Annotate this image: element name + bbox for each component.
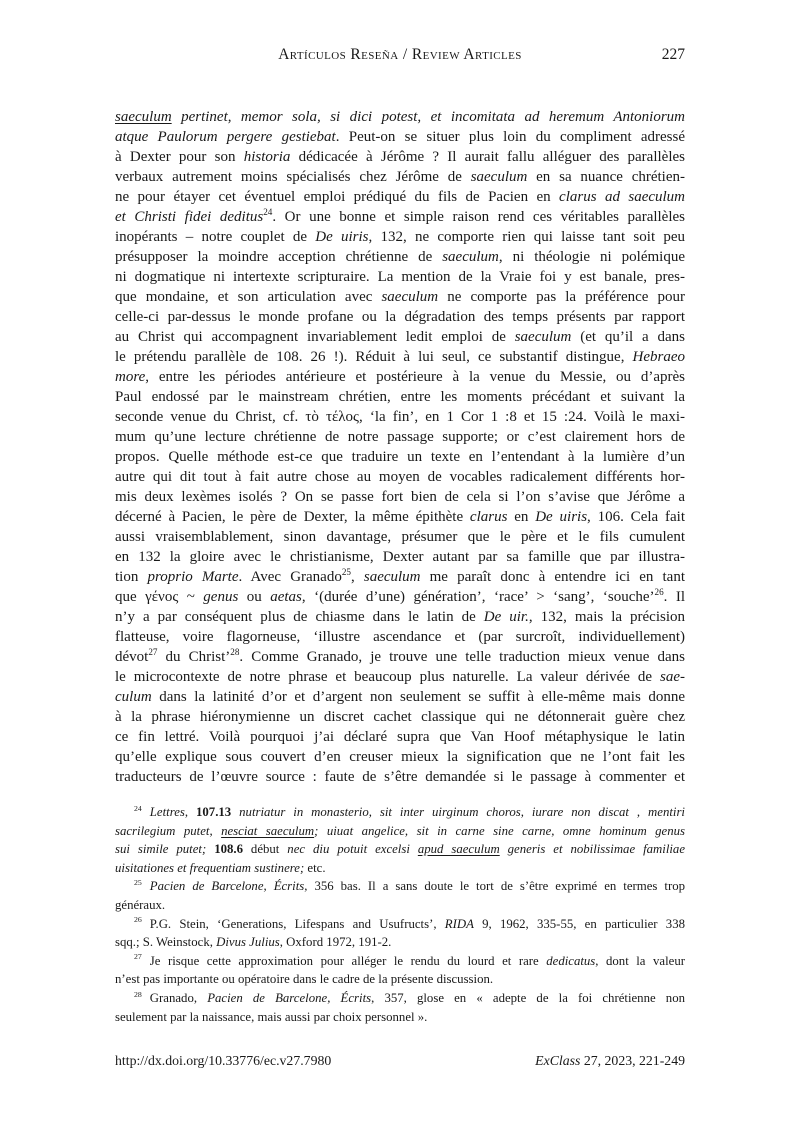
text-segment: P.G. Stein, ‘Generations, Lifespans and Usufructs’, <box>149 916 445 931</box>
text-segment: sqq.; S. Weinstock, <box>115 935 217 950</box>
text-segment: clarus ad saeculum <box>559 189 686 205</box>
text-line <box>115 547 685 567</box>
text-segment: à Dexter pour son <box>115 149 244 165</box>
text-segment: culum <box>115 689 152 705</box>
text-segment: 24 <box>263 207 273 217</box>
text-segment: seconde venue du Christ, cf. τὸ τέλος, ‘la fin’, en 1 Cor 1 :8 et 15 :24. Voilà le maxi- <box>115 409 685 425</box>
footnotes <box>115 803 685 1026</box>
text-segment: dedicatus <box>546 953 596 968</box>
text-segment: . Il <box>663 589 686 605</box>
text-line <box>115 387 685 407</box>
text-segment: saeculum <box>381 289 439 305</box>
text-line <box>115 707 685 727</box>
text-segment: autre qui dit tout à fait autre chose au moyen de vocables radicalement différents hor- <box>115 469 685 485</box>
text-segment: ou <box>238 589 271 605</box>
text-segment: aetas <box>270 589 302 605</box>
text-segment: aussi vraisemblablement, sinon davantage, présumer que le père et le fils cumulent <box>115 529 685 545</box>
text-line <box>115 347 685 367</box>
text-segment: , ni théologie ni polémique <box>498 249 685 265</box>
text-segment: 25 <box>341 567 351 577</box>
text-segment: mis deux lexèmes isolés ? On se passe fort bien de cela si l’on s’avise que Jérôme a <box>115 489 685 505</box>
text-line <box>115 767 685 787</box>
text-segment: . Avec Granado <box>238 569 342 585</box>
text-line <box>115 527 685 547</box>
text-segment: nutriatur in monasterio, sit inter uirginum choros, iurare non discat , mentiri <box>239 805 685 819</box>
text-segment: dévot <box>115 649 149 665</box>
text-segment: generis et nobilissimae familiae <box>499 842 686 857</box>
text-segment: . Comme Granado, je trouve une telle traduction mieux venue dans <box>239 649 685 665</box>
text-line <box>115 447 685 467</box>
text-segment: atque Paulorum pergere gestiebat <box>115 129 336 145</box>
text-segment: ne comporte pas la préférence pour <box>438 289 685 305</box>
page-number: 227 <box>661 46 685 63</box>
text-line <box>115 933 685 952</box>
text-line <box>115 747 685 767</box>
text-segment: sui simile putet; <box>115 842 207 857</box>
text-segment: 25 <box>134 878 142 888</box>
text-segment: Je risque cette approximation pour alléger le rendu du lourd et rare <box>149 953 547 968</box>
text-line <box>115 647 685 667</box>
text-line <box>115 507 685 527</box>
text-line <box>115 587 685 607</box>
text-segment: more <box>115 369 146 385</box>
text-segment: que γένος ~ <box>115 589 204 605</box>
text-segment: saeculum <box>363 569 421 585</box>
text-segment: De uiris <box>315 229 369 245</box>
text-segment: inopérants – notre couplet de <box>115 229 316 245</box>
text-segment: et Christi fidei deditus <box>115 209 264 225</box>
text-segment: De uiris <box>535 509 588 525</box>
text-segment: 26 <box>654 587 664 597</box>
text-segment: flatteuse, voire flagorneuse, ‘illustre ascendance et (par surcroît, individuellement) <box>115 629 685 645</box>
text-line <box>115 859 685 878</box>
text-segment: me paraît donc à entendre ici en tant <box>420 569 685 585</box>
text-segment: présupposer la moindre acception chrétienne de <box>115 249 443 265</box>
text-segment: , 357, glose en « adepte de la foi chrétienne non <box>371 990 685 1005</box>
text-segment: n’est pas importante ou opératoire dans le cadre de la présente discussion. <box>115 972 494 987</box>
text-segment: décerné à Pacien, le père de Dexter, la même épithète <box>115 509 470 525</box>
text-segment: en 132 la gloire avec le christianisme, Dexter autant par sa famille que par illustra- <box>115 549 685 565</box>
text-segment: genus <box>203 589 239 605</box>
text-segment: Divus Julius <box>216 935 280 950</box>
text-segment: début <box>242 842 288 857</box>
text-segment: . Or une bonne et simple raison rend ces véritables parallèles <box>272 209 686 225</box>
text-segment: verbaux autrement moins spécialisés chez Jérôme de <box>115 169 471 185</box>
text-segment: Pacien de Barcelone, Écrits <box>149 879 305 894</box>
text-segment: saeculum <box>470 169 528 185</box>
text-segment: à la phrase hiéronymienne un discret cachet classique qui ne détonnerait guère chez <box>115 709 685 725</box>
text-line <box>115 247 685 267</box>
text-line <box>115 327 685 347</box>
journal-name: ExClass <box>535 1053 581 1068</box>
text-line <box>115 840 685 859</box>
text-segment: , 356 bas. Il a sans doute le tort de s’être exprimé en termes trop <box>304 879 685 894</box>
text-segment: 107.13 <box>196 805 232 819</box>
journal-reference <box>535 1053 685 1069</box>
text-segment: , <box>350 569 364 585</box>
text-segment: , 106. Cela fait <box>587 509 685 525</box>
text-line <box>115 667 685 687</box>
text-segment: dans la latinité d’or et d’argent non seulement se suffit à elle-même mais donne <box>151 689 685 705</box>
text-line <box>115 970 685 989</box>
text-segment: au Christ qui accompagnent invariablement ledit emploi de <box>115 329 515 345</box>
text-segment: du Christ’ <box>157 649 231 665</box>
text-segment: le microcontexte de notre phrase et beaucoup plus naturelle. La valeur dérivée de <box>115 669 660 685</box>
text-segment: 9, 1962, 335-55, en particulier 338 <box>473 916 685 931</box>
text-line <box>115 627 685 647</box>
text-segment: pertinet, memor sola, si dici potest, et incomitata ad heremum Antoniorum <box>171 109 685 125</box>
text-segment: propos. Quelle méthode est-ce que traduire un texte en l’entendant à la lumière d’un <box>115 449 685 465</box>
doi-link[interactable]: http://dx.doi.org/10.33776/ec.v27.7980 <box>115 1053 332 1068</box>
text-segment: Paul endossé par le mainstream chrétien, entre les moments précédant et suivant la <box>115 389 685 405</box>
text-segment: généraux. <box>115 897 166 912</box>
text-line <box>115 107 685 127</box>
text-line <box>115 367 685 387</box>
text-line <box>115 877 685 896</box>
text-segment: que mondaine, et son articulation avec <box>115 289 382 305</box>
text-segment: 26 <box>134 915 142 925</box>
text-segment: , dont la valeur <box>595 953 685 968</box>
text-segment: 27 <box>148 647 158 657</box>
text-segment: sacrilegium putet, <box>115 823 222 838</box>
text-segment: , <box>184 805 196 819</box>
text-segment: , entre les périodes antérieure et postérieure à la venue du Messie, ou d’après <box>145 369 685 385</box>
text-segment: 28 <box>230 647 240 657</box>
running-head: Artículos Reseña / Review Articles <box>278 46 522 63</box>
text-segment: . Peut-on se situer plus loin du compliment adressé <box>335 129 686 145</box>
text-line <box>115 187 685 207</box>
body-text <box>115 107 685 787</box>
text-segment <box>231 805 239 819</box>
text-segment: (et qu’il a dans <box>571 329 686 345</box>
text-segment: saeculum <box>442 249 499 265</box>
text-segment: celle-ci par-dessus le monde profane ou la dégradation des temps présents par rapport <box>115 309 685 325</box>
text-line <box>115 687 685 707</box>
text-segment: nesciat saeculum <box>221 823 315 838</box>
text-line <box>115 427 685 447</box>
text-line <box>115 467 685 487</box>
text-segment: proprio Marte <box>147 569 239 585</box>
text-line <box>115 989 685 1008</box>
text-segment: ce fin lettré. Voilà pourquoi j’ai déclaré supra que Van Hoof métaphysique le latin <box>115 729 685 745</box>
text-segment: Granado, <box>149 990 208 1005</box>
text-line <box>115 822 685 841</box>
text-segment: le prétendu parallèle de 108. 26 !). Réduit à lui seul, ce substantif distingue, <box>115 349 633 365</box>
text-line <box>115 952 685 971</box>
text-segment: traducteurs de l’œuvre source : faute de s’être demandée si le passage à commenter et <box>115 769 685 785</box>
text-segment: historia <box>243 149 291 165</box>
text-line <box>115 896 685 915</box>
text-segment: tion <box>115 569 148 585</box>
text-segment: RIDA <box>444 916 474 931</box>
text-segment: seulement par la naissance, mais aussi par choix personnel ». <box>115 1009 428 1024</box>
text-segment: en <box>507 509 536 525</box>
text-segment: mum qu’une lecture chrétienne de notre passage supporte; or c’est clairement hors de <box>115 429 685 445</box>
text-segment: Lettres <box>149 805 185 819</box>
text-segment: 27 <box>134 952 142 962</box>
text-segment: Pacien de Barcelone, Écrits <box>207 990 372 1005</box>
text-line <box>115 407 685 427</box>
text-line <box>115 307 685 327</box>
text-line <box>115 803 685 822</box>
text-segment: uisitationes et frequentiam sustinere; <box>115 860 305 875</box>
text-line <box>115 227 685 247</box>
text-line <box>115 167 685 187</box>
text-line <box>115 607 685 627</box>
text-line <box>115 915 685 934</box>
text-line <box>115 147 685 167</box>
text-segment: 108.6 <box>214 842 243 857</box>
text-segment: qu’elle explique sous couvert d’en creuser mieux la signification que ne l’ont fait les <box>115 749 685 765</box>
text-segment: clarus <box>469 509 508 525</box>
text-segment: 28 <box>134 989 142 999</box>
text-segment: nec diu potuit excelsi <box>287 842 418 857</box>
text-segment: ni dogmatique ni intertexte scripturaire. La mention de la Vraie foi y est banale, pres- <box>115 269 685 285</box>
text-line <box>115 267 685 287</box>
page-header <box>115 46 685 66</box>
text-segment: n’y a par conséquent plus de chiasme dans le latin de <box>115 609 484 625</box>
text-segment: De uir. <box>483 609 529 625</box>
text-segment: Hebraeo <box>632 349 685 365</box>
page-footer <box>115 1053 685 1069</box>
text-line <box>115 727 685 747</box>
text-segment: en sa nuance chrétien- <box>527 169 685 185</box>
text-segment: ne pour étayer cet éventuel emploi prédiqué du fils de Pacien en <box>115 189 560 205</box>
text-segment: apud saeculum <box>417 842 500 857</box>
text-segment: saeculum <box>514 329 572 345</box>
text-segment <box>206 842 214 856</box>
text-line <box>115 1008 685 1027</box>
journal-issue: 27, 2023, 221-249 <box>580 1053 685 1068</box>
text-segment: ; uiuat angelice, sit in carne sine carne, omne hominum genus <box>314 823 685 838</box>
text-line <box>115 127 685 147</box>
text-segment: etc. <box>304 860 326 875</box>
text-segment: sae- <box>660 669 685 685</box>
text-segment: 24 <box>134 803 142 813</box>
text-segment: , Oxford 1972, 191-2. <box>279 935 392 950</box>
text-segment: , 132, mais la précision <box>528 609 686 625</box>
text-line <box>115 287 685 307</box>
text-line <box>115 567 685 587</box>
text-segment: , 132, ne comporte rien qui laisse tant soit peu <box>368 229 685 245</box>
text-line <box>115 207 685 227</box>
text-segment: saeculum <box>115 109 172 125</box>
text-line <box>115 487 685 507</box>
text-segment: , ‘(durée d’une) génération’, ‘race’ > ‘sang’, ‘souche’ <box>301 589 655 605</box>
text-segment: dédicacée à Jérôme ? Il aurait fallu alléguer des parallèles <box>290 149 685 165</box>
